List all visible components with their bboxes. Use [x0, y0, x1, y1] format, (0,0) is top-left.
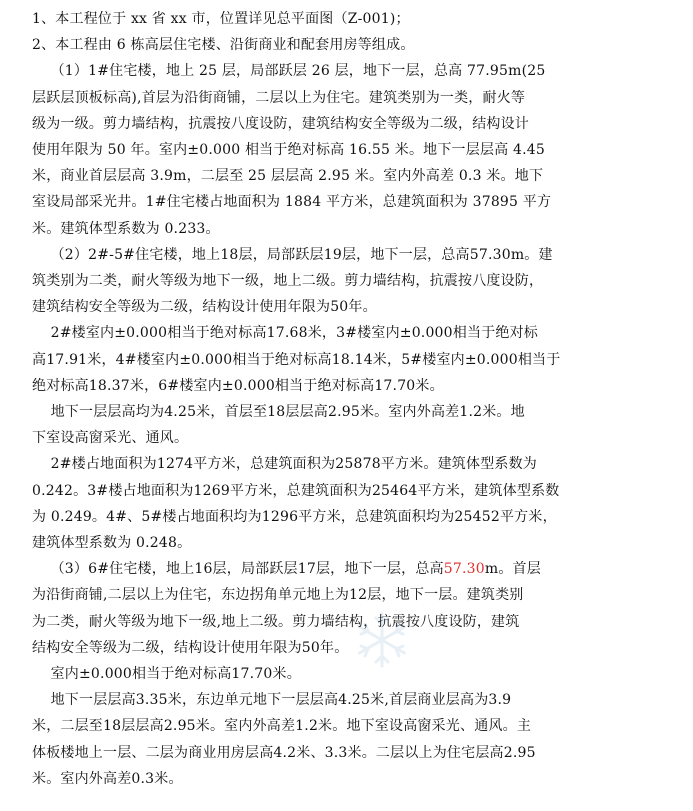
para-6-line-1-text-b: m。首层 — [484, 561, 541, 578]
para-2-line-3: 建筑结构安全等级为二级，结构设计使用年限为50年。 — [32, 299, 377, 316]
para-1-line-7: 米。建筑体型系数为 0.233。 — [32, 220, 220, 237]
para-4-line-2: 下室设高窗采光、通风。 — [32, 430, 189, 447]
para-1-line-6: 室设局部采光井。1#住宅楼占地面积为 1884 平方米，总建筑面积为 37895 平方 — [32, 194, 552, 211]
para-6-line-4: 结构安全等级为二级，结构设计使用年限为50年。 — [32, 639, 349, 656]
para-8-line-1: 地下一层层高3.35米，东边单元地下一层层高4.25米,首层商业层高为3.9 — [32, 692, 512, 709]
para-2-line-1: （2）2#-5#住宅楼，地上18层，局部跃层19层，地下一层，总高57.30m。建 — [32, 246, 553, 263]
para-1-line-5: 米，商业首层层高 3.9m，二层至 25 层层高 2.95 米。室内外高差 0.3 米。地下 — [32, 168, 544, 185]
para-5-line-2: 0.242。3#楼占地面积为1269平方米，总建筑面积为25464平方米，建筑体型系数 — [32, 482, 560, 499]
para-1-line-3: 级为一级。剪力墙结构，抗震按八度设防，建筑结构安全等级为二级，结构设计 — [32, 115, 529, 132]
para-3-line-3: 绝对标高18.37米，6#楼室内±0.000相当于绝对标高17.70米。 — [32, 377, 444, 394]
para-1-line-2: 层跃层顶板标高),首层为沿街商铺，二层以上为住宅。建筑类别为一类，耐火等 — [32, 89, 526, 106]
item-2-composition: 2、本工程由 6 栋高层住宅楼、沿街商业和配套用房等组成。 — [32, 37, 415, 54]
para-6-line-3: 为二类，耐火等级为地下一级,地上二级。剪力墙结构，抗震按八度设防，建筑 — [32, 613, 520, 630]
para-1-line-4: 使用年限为 50 年。室内±0.000 相当于绝对标高 16.55 米。地下一层层高 4.45 — [32, 142, 545, 159]
para-5-line-3: 为 0.249。4#、5#楼占地面积均为1296平方米，总建筑面积均为25452平方米， — [32, 508, 557, 525]
para-6-line-1 — [32, 556, 683, 582]
para-7-line-1: 室内±0.000相当于绝对标高17.70米。 — [32, 666, 301, 683]
para-6-line-1-text-a: （3）6#住宅楼，地上16层，局部跃层17层，地下一层，总高 — [32, 561, 444, 578]
para-8-line-3: 体板楼地上一层、二层为商业用房层高4.2米、3.3米。二层以上为住宅层高2.95 — [32, 744, 536, 761]
para-6-line-2: 为沿街商铺,二层以上为住宅，东边拐角单元地上为12层，地下一层。建筑类别 — [32, 587, 524, 604]
para-8-line-4: 米。室内外高差0.3米。 — [32, 770, 183, 787]
para-1-line-1: （1）1#住宅楼，地上 25 层，局部跃层 26 层，地下一层，总高 77.95m(25 — [32, 63, 546, 80]
item-1-location: 1、本工程位于 xx 省 xx 市，位置详见总平面图（Z-001)； — [32, 11, 410, 27]
para-3-line-2: 高17.91米，4#楼室内±0.000相当于绝对标高18.14米，5#楼室内±0.000相当于 — [32, 351, 561, 368]
highlighted-height-value: 57.30 — [443, 561, 485, 578]
para-5-line-4: 建筑体型系数为 0.248。 — [32, 535, 192, 552]
para-5-line-1: 2#楼占地面积为1274平方米，总建筑面积为25878平方米。建筑体型系数为 — [32, 456, 538, 473]
para-3-line-1: 2#楼室内±0.000相当于绝对标高17.68米，3#楼室内±0.000相当于绝对标 — [32, 325, 538, 342]
para-2-line-2: 筑类别为二类，耐火等级为地下一级，地上二级。剪力墙结构，抗震按八度设防， — [32, 273, 544, 290]
para-4-line-1: 地下一层层高均为4.25米，首层至18层层高2.95米。室内外高差1.2米。地 — [32, 404, 525, 421]
para-8-line-2: 米，二层至18层层高2.95米。室内外高差1.2米。地下室设高窗采光、通风。主 — [32, 718, 532, 735]
snowflake-watermark-icon — [352, 610, 412, 670]
